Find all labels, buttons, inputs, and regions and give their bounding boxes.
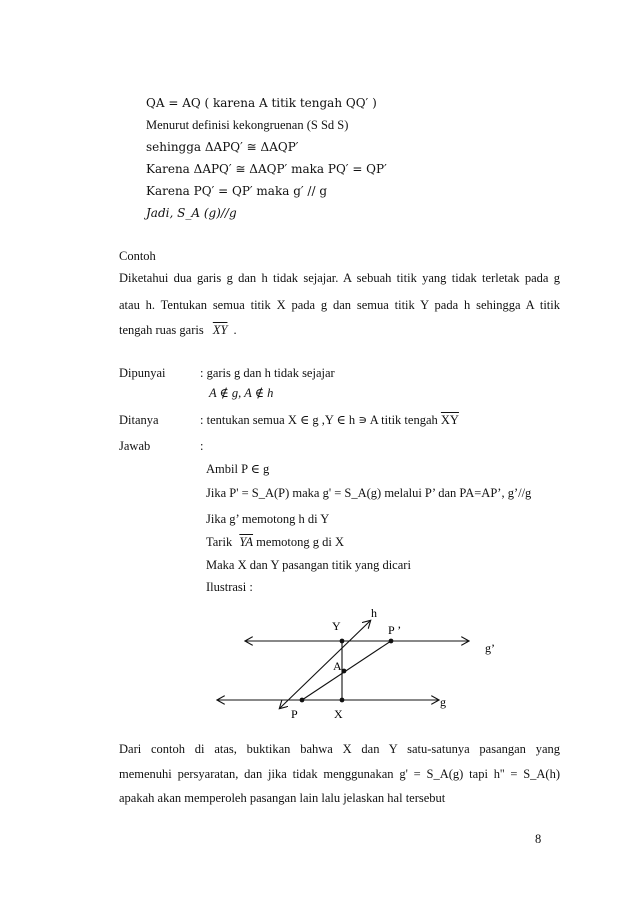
closing-line-3: apakah akan memperoleh pasangan lain lalu jelaskan hal tersebut xyxy=(119,791,446,805)
label-x: X xyxy=(334,707,343,721)
step-4-pre: Tarik xyxy=(206,535,233,549)
point-p xyxy=(300,698,305,703)
step-2: Jika P' = S_A(P) maka g' = S_A(g) melalui P’ dan PA=AP’, g’//g xyxy=(206,486,532,500)
closing-line-2: memenuhi persyaratan, dan jika tidak menggunakan g' = S_A(g) tapi h'' = S_A(h) xyxy=(119,767,560,781)
point-p-prime xyxy=(389,639,394,644)
step-4-post: memotong g di X xyxy=(256,535,345,549)
label-g: g xyxy=(440,695,446,709)
dipunyai-line-2: A ∉ g, A ∉ h xyxy=(209,386,274,400)
contoh-paragraph-line-1: Diketahui dua garis g dan h tidak sejajar. A sebuah titik yang tidak terletak pada g xyxy=(119,271,560,285)
segment-xy-ditanya: $\overline{XY}$ xyxy=(440,413,459,427)
contoh-text: tengah ruas garis xyxy=(119,323,204,337)
jawab-colon: : xyxy=(200,439,204,453)
proof-line-5: Karena PQ′ = QP′ maka g′ // g xyxy=(146,184,328,198)
label-g-prime: g’ xyxy=(485,641,495,655)
proof-line-2: Menurut definisi kekongruenan (S Sd S) xyxy=(146,118,349,132)
ditanya-label: Ditanya xyxy=(119,413,159,427)
proof-line-6: Jadi, S_A (g)//g xyxy=(146,206,237,220)
segment-ya: $\overline{YA}$ xyxy=(239,535,254,549)
label-p: P xyxy=(291,707,298,721)
proof-line-1: QA = AQ ( karena A titik tengah QQ′ ) xyxy=(146,96,377,110)
point-a xyxy=(342,669,347,674)
contoh-heading: Contoh xyxy=(119,249,156,263)
label-a: A xyxy=(333,659,342,673)
point-y xyxy=(340,639,345,644)
closing-line-1: Dari contoh di atas, buktikan bahwa X dan Y satu-satunya pasangan yang xyxy=(119,742,560,756)
label-h: h xyxy=(371,606,377,620)
label-y: Y xyxy=(332,619,341,633)
proof-line-3: sehingga ΔAPQ′ ≅ ΔAQP′ xyxy=(146,140,299,154)
segment-p-p-prime xyxy=(302,641,391,700)
contoh-end: . xyxy=(233,323,237,337)
step-6: Ilustrasi : xyxy=(206,580,253,594)
step-3: Jika g’ memotong h di Y xyxy=(206,512,330,526)
jawab-label: Jawab xyxy=(119,439,151,453)
step-1: Ambil P ∈ g xyxy=(206,462,270,476)
contoh-paragraph-line-2: atau h. Tentukan semua titik X pada g dan semua titik Y pada h sehingga A titik xyxy=(119,298,560,312)
point-x xyxy=(340,698,345,703)
dipunyai-label: Dipunyai xyxy=(119,366,166,380)
segment-xy: $\overline{XY}$ xyxy=(212,323,228,337)
step-5: Maka X dan Y pasangan titik yang dicari xyxy=(206,558,411,572)
proof-line-4: Karena ΔAPQ′ ≅ ΔAQP′ maka PQ′ = QP′ xyxy=(146,162,387,176)
page-number: 8 xyxy=(535,832,542,846)
ditanya-text: : tentukan semua X ∈ g ,Y ∈ h ∍ A titik tengah xyxy=(200,413,438,427)
label-p-prime: P ’ xyxy=(388,623,402,637)
dipunyai-line-1: : garis g dan h tidak sejajar xyxy=(200,366,335,380)
